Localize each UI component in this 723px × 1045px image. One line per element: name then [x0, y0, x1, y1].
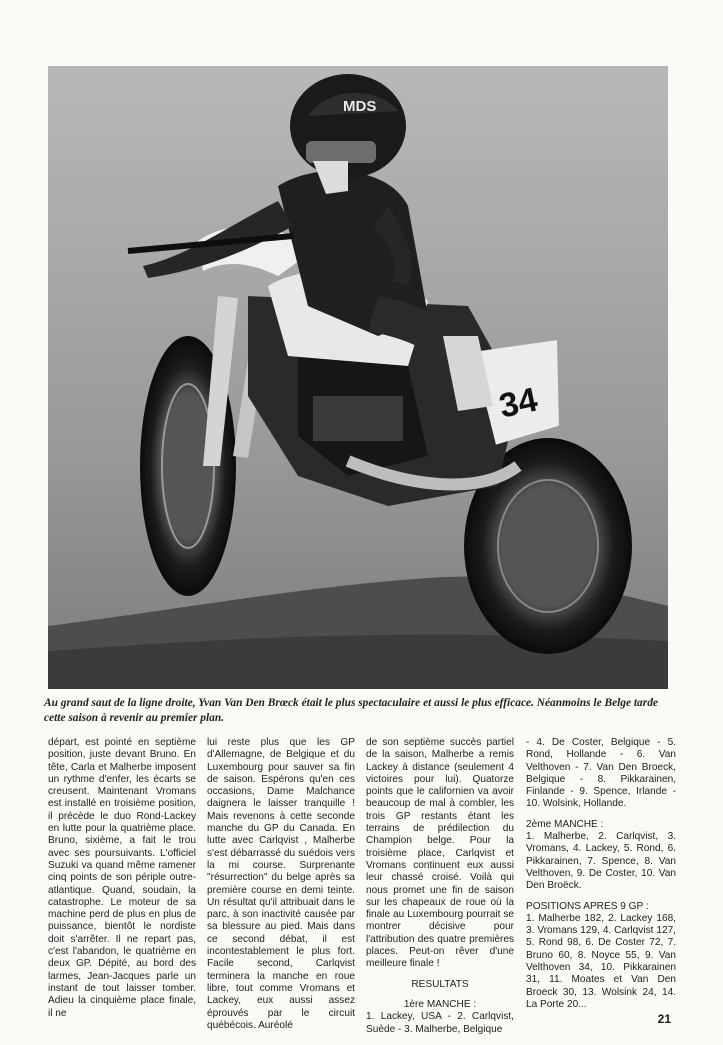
column-1-text: départ, est pointé en septième position, juste devant Bruno. En tête, Carla et Malherbe imposent un rythme d'enfer, les écarts se creusent. Maintenant Vromans est installé en troisième position, il précède le duo Rond-Lackey en lutte pour la quatrième place. Bruno, sixième, a fait le trou avec ses poursuivants. L'officiel Suzuki va quand même ramener cinq points de son périple outre-atlantique. Quand, soudain, la catastrophe. Le moteur de sa machine perd de plus en plus de puissance, bientôt le nordiste doit s'arrêter. Il ne repart pas, c'est l'abandon, le quatrième en deux GP. Dépité, au bord des larmes, Jean-Jacques parle un instant de tout laisser tomber. Adieu la cinquième place finale, il ne: [48, 737, 196, 1019]
page-number: 21: [657, 1012, 671, 1026]
article-column-4: [526, 737, 676, 1011]
manche-2-heading: 2ème MANCHE :: [526, 818, 604, 830]
standings-heading: POSITIONS APRES 9 GP :: [526, 900, 649, 912]
photo-caption: [44, 696, 676, 725]
motocross-photo: [48, 66, 668, 689]
results-heading: RESULTATS: [411, 978, 469, 990]
article-column-2: [207, 737, 355, 1032]
article-column-3: [366, 737, 514, 1036]
helmet-logo: MDS: [343, 98, 377, 115]
manche-2-results: 1. Malherbe, 2. Carlqvist, 3. Vromans, 4. Lackey, 5. Rond, 6. Pikkarainen, 7. Spence, 8. Van Velthoven, 9. De Coster, 10. Van Den Broëck.: [526, 831, 676, 892]
motocross-rider-image: [48, 66, 668, 689]
article-column-1: [48, 737, 196, 1020]
manche-1-heading: 1ère MANCHE :: [403, 998, 477, 1010]
number-plate-label: 34: [495, 380, 541, 426]
article-columns: [48, 737, 678, 1035]
standings-list: 1. Malherbe 182, 2. Lackey 168, 3. Vromans 129, 4. Carlqvist 127, 5. Rond 98, 6. De Coster 72, 7. Bruno 60, 8. Noyce 55, 9. Van Velthoven 34, 10. Pikkarainen 31, 11. Moates et Van Den Broeck 30, 13. Wolsink 24, 14. La Porte 20...: [526, 912, 676, 1010]
manche-1-results-a: 1. Lackey, USA - 2. Carlqvist, Suède - 3. Malherbe, Belgique: [366, 1011, 514, 1035]
caption-line-1: Au grand saut de la ligne droite, Yvan Van Den Brœck était le plus spectaculaire et aussi le plus efficace. Néanmoins le Belge tarde: [44, 697, 658, 709]
column-2-text: lui reste plus que les GP d'Allemagne, de Belgique et du Luxembourg pour sauver sa fin de saison. Espérons qu'en ces occasions, Dame Malchance daignera le laisser tranquille ! Mais revenons à cette seconde manche du GP du Canada. En lutte avec Carlqvist , Malherbe s'est débarrassé du suédois vers la mi course. Surprenante "résurrection" du belge après sa première course en demi teinte. Un résultat qu'il attribuait dans le parc, à son inactivité causée par sa blessure au pied. Mais dans ce second débat, il est incontestablement le plus fort. Facile second, Carlqvist terminera la manche en roue libre, tout comme Vromans et Lackey, eux aussi assez éprouvés par le circuit québécois. Auréolé: [207, 737, 355, 1031]
caption-line-2: cette saison à revenir au premier plan.: [44, 711, 225, 724]
column-3-text: de son septième succès partiel de la saison, Malherbe a remis Lackey à distance (seulement 4 victoires pour lui). Quatorze points que le californien va avoir beaucoup de mal à combler, les trois GP restants étant les terrains de prédilection du Champion belge. Pour la troisième place, Carlqvist et Vromans continuent eux aussi leur chassé croisé. Voilà qui nous promet une fin de saison sur les chapeaux de roue où la finale au Luxembourg pourrait se montrer décisive pour l'attribution des quatre premières places. Peut-on rêver d'une meilleure finale !: [366, 737, 514, 970]
manche-1-results-b: - 4. De Coster, Belgique - 5. Rond, Hollande - 6. Van Velthoven - 7. Van Den Broeck, Belgique - 8. Pikkarainen, Finlande - 9. Spence, Irlande - 10. Wolsink, Hollande.: [526, 737, 676, 810]
